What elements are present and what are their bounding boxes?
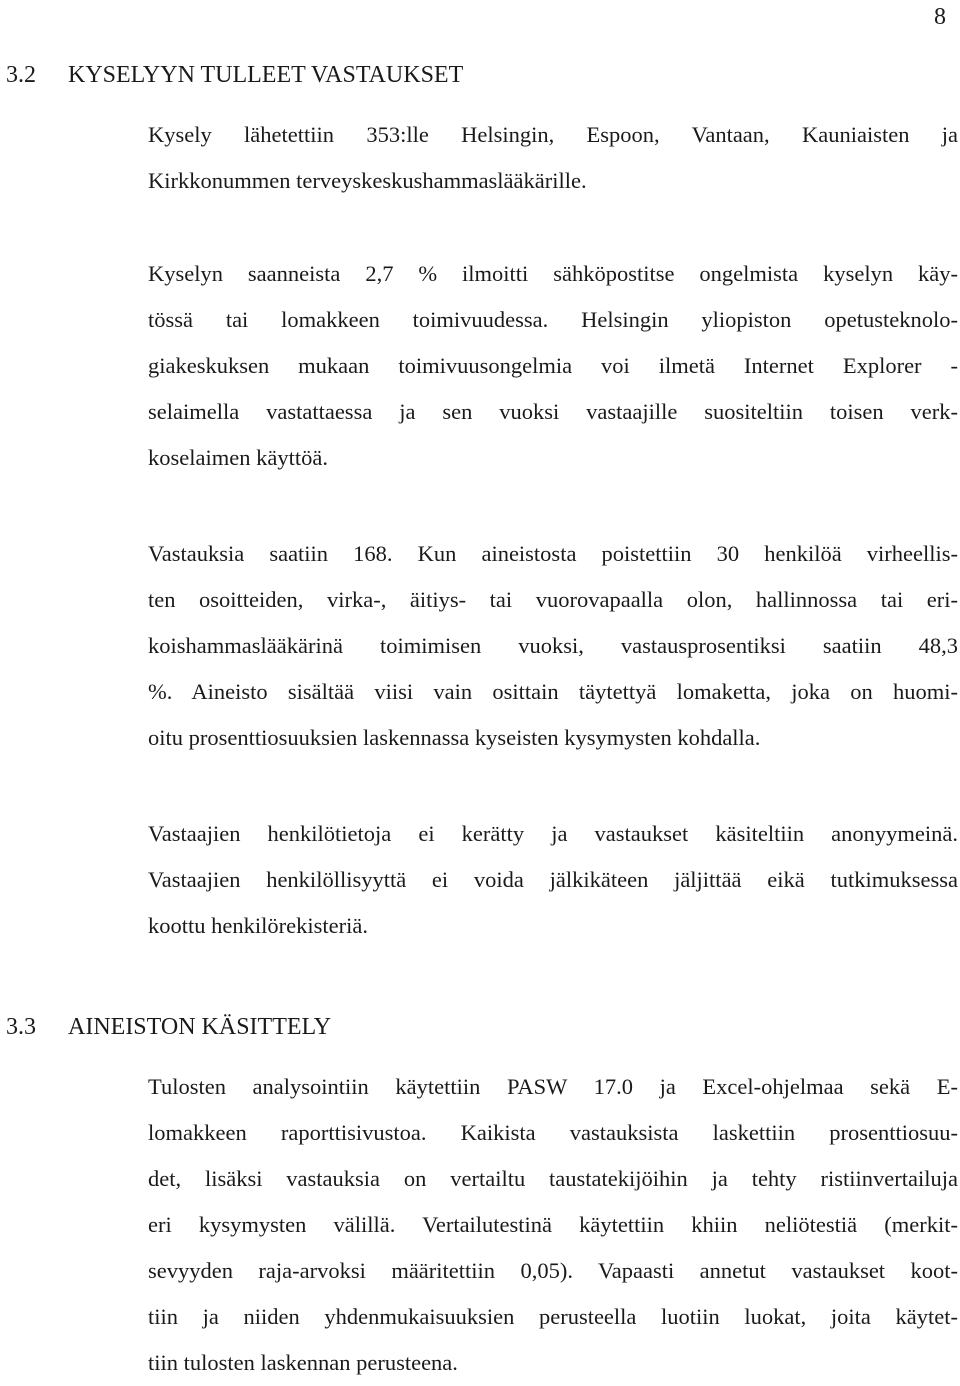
paragraph-technical-issues [148, 251, 958, 481]
paragraph-data-analysis [148, 1064, 958, 1386]
text-line: Tulosten analysointiin käytettiin PASW 17.0 ja Excel-ohjelmaa sekä E- [148, 1074, 958, 1099]
text-line: oitu prosenttiosuuksien laskennassa kyseisten kysymysten kohdalla. [148, 725, 761, 750]
text-line: Kirkkonummen terveyskeskushammaslääkärille. [148, 168, 587, 193]
text-line: koottu henkilörekisteriä. [148, 913, 368, 938]
paragraph-survey-sent [148, 112, 958, 204]
text-line: tössä tai lomakkeen toimivuudessa. Helsingin yliopiston opetusteknolo- [148, 307, 958, 332]
text-line: tiin ja niiden yhdenmukaisuuksien perusteella luotiin luokat, joita käytet- [148, 1304, 958, 1329]
text-line: sevyyden raja-arvoksi määritettiin 0,05). Vapaasti annetut vastaukset koot- [148, 1258, 958, 1283]
text-line: lomakkeen raporttisivustoa. Kaikista vastauksista laskettiin prosenttiosuu- [148, 1120, 958, 1145]
text-line: ten osoitteiden, virka-, äitiys- tai vuorovapaalla olon, hallinnossa tai eri- [148, 587, 958, 612]
section-title: KYSELYYN TULLEET VASTAUKSET [68, 62, 464, 88]
text-line: koselaimen käyttöä. [148, 445, 328, 470]
paragraph-response-rate [148, 531, 958, 761]
section-number: 3.2 [6, 62, 36, 88]
section-title: AINEISTON KÄSITTELY [68, 1014, 332, 1040]
page-number: 8 [934, 4, 946, 30]
text-line: selaimella vastattaessa ja sen vuoksi vastaajille suositeltiin toisen verk- [148, 399, 958, 424]
text-line: Kyselyn saanneista 2,7 % ilmoitti sähköpostitse ongelmista kyselyn käy- [148, 261, 958, 286]
text-line: Kysely lähetettiin 353:lle Helsingin, Espoon, Vantaan, Kauniaisten ja [148, 122, 958, 147]
text-line: tiin tulosten laskennan perusteena. [148, 1350, 458, 1375]
text-line: giakeskuksen mukaan toimivuusongelmia voi ilmetä Internet Explorer - [148, 353, 958, 378]
paragraph-anonymity [148, 811, 958, 949]
text-line: Vastaajien henkilöllisyyttä ei voida jälkikäteen jäljittää eikä tutkimuksessa [148, 867, 958, 892]
text-line: det, lisäksi vastauksia on vertailtu taustatekijöihin ja tehty ristiinvertailuja [148, 1166, 958, 1191]
text-line: %. Aineisto sisältää viisi vain osittain täytettyä lomaketta, joka on huomi- [148, 679, 958, 704]
section-heading-3-2 [6, 58, 463, 92]
section-heading-3-3 [6, 1010, 331, 1044]
text-line: Vastaajien henkilötietoja ei kerätty ja vastaukset käsiteltiin anonyymeinä. [148, 821, 958, 846]
text-line: Vastauksia saatiin 168. Kun aineistosta poistettiin 30 henkilöä virheellis- [148, 541, 958, 566]
text-line: eri kysymysten välillä. Vertailutestinä käytettiin khiin neliötestiä (merkit- [148, 1212, 958, 1237]
text-line: koishammaslääkärinä toimimisen vuoksi, vastausprosentiksi saatiin 48,3 [148, 633, 958, 658]
section-number: 3.3 [6, 1014, 36, 1040]
